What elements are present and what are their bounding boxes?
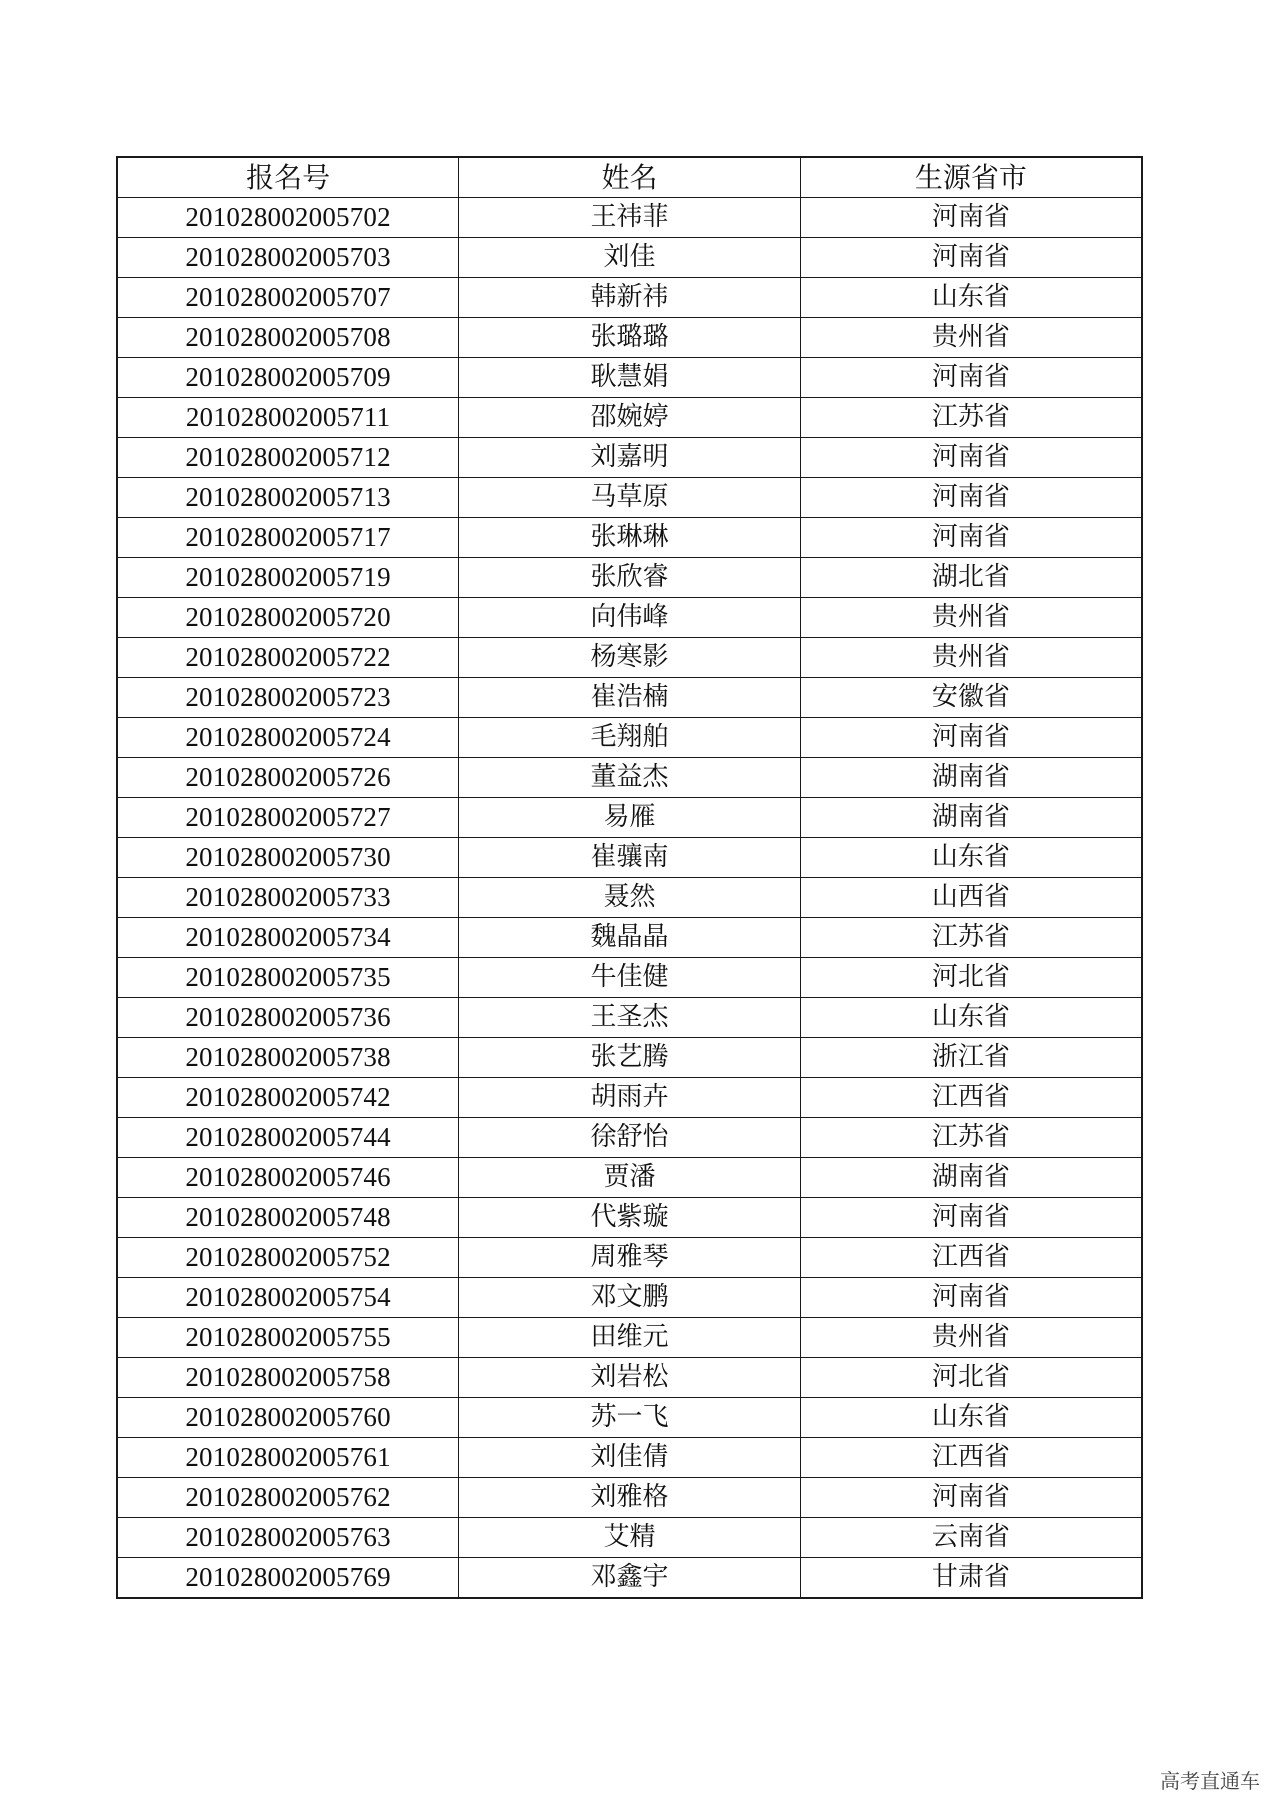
cell-registration-number: 201028002005712	[117, 438, 459, 478]
cell-origin-province: 山东省	[800, 1398, 1142, 1438]
table-row	[117, 1398, 1142, 1438]
cell-name: 崔浩楠	[459, 678, 801, 718]
cell-name: 刘佳倩	[459, 1438, 801, 1478]
table-row	[117, 518, 1142, 558]
cell-registration-number: 201028002005708	[117, 318, 459, 358]
cell-origin-province: 河南省	[800, 1198, 1142, 1238]
table-row	[117, 598, 1142, 638]
table-row	[117, 1238, 1142, 1278]
cell-name: 刘嘉明	[459, 438, 801, 478]
cell-name: 田维元	[459, 1318, 801, 1358]
cell-origin-province: 河北省	[800, 1358, 1142, 1398]
table-row	[117, 798, 1142, 838]
table-header-row	[117, 157, 1142, 198]
table-row	[117, 1478, 1142, 1518]
cell-name: 贾潘	[459, 1158, 801, 1198]
table-row	[117, 918, 1142, 958]
cell-origin-province: 江西省	[800, 1078, 1142, 1118]
cell-origin-province: 河南省	[800, 198, 1142, 238]
cell-name: 张欣睿	[459, 558, 801, 598]
cell-origin-province: 河南省	[800, 518, 1142, 558]
cell-name: 韩新祎	[459, 278, 801, 318]
cell-name: 易雁	[459, 798, 801, 838]
cell-origin-province: 河南省	[800, 1278, 1142, 1318]
cell-name: 耿慧娟	[459, 358, 801, 398]
cell-registration-number: 201028002005761	[117, 1438, 459, 1478]
cell-name: 张璐璐	[459, 318, 801, 358]
cell-origin-province: 江西省	[800, 1438, 1142, 1478]
cell-origin-province: 贵州省	[800, 318, 1142, 358]
cell-name: 杨寒影	[459, 638, 801, 678]
cell-registration-number: 201028002005702	[117, 198, 459, 238]
cell-name: 聂然	[459, 878, 801, 918]
table-row	[117, 398, 1142, 438]
cell-origin-province: 浙江省	[800, 1038, 1142, 1078]
cell-origin-province: 贵州省	[800, 1318, 1142, 1358]
cell-name: 周雅琴	[459, 1238, 801, 1278]
cell-origin-province: 河南省	[800, 438, 1142, 478]
cell-registration-number: 201028002005709	[117, 358, 459, 398]
cell-registration-number: 201028002005703	[117, 238, 459, 278]
cell-origin-province: 山东省	[800, 278, 1142, 318]
cell-origin-province: 贵州省	[800, 598, 1142, 638]
cell-origin-province: 安徽省	[800, 678, 1142, 718]
cell-registration-number: 201028002005738	[117, 1038, 459, 1078]
cell-name: 魏晶晶	[459, 918, 801, 958]
cell-name: 邓鑫宇	[459, 1558, 801, 1599]
table-row	[117, 678, 1142, 718]
cell-registration-number: 201028002005758	[117, 1358, 459, 1398]
cell-registration-number: 201028002005726	[117, 758, 459, 798]
cell-registration-number: 201028002005707	[117, 278, 459, 318]
cell-registration-number: 201028002005722	[117, 638, 459, 678]
table-row	[117, 1038, 1142, 1078]
roster-table	[116, 156, 1143, 1599]
cell-registration-number: 201028002005711	[117, 398, 459, 438]
cell-origin-province: 湖南省	[800, 798, 1142, 838]
cell-name: 牛佳健	[459, 958, 801, 998]
table-row	[117, 718, 1142, 758]
cell-registration-number: 201028002005746	[117, 1158, 459, 1198]
cell-origin-province: 河南省	[800, 1478, 1142, 1518]
table-body	[117, 198, 1142, 1599]
cell-origin-province: 河南省	[800, 718, 1142, 758]
cell-name: 崔骧南	[459, 838, 801, 878]
table-row	[117, 318, 1142, 358]
header-name: 姓名	[459, 157, 801, 198]
cell-registration-number: 201028002005720	[117, 598, 459, 638]
cell-registration-number: 201028002005719	[117, 558, 459, 598]
header-registration-number: 报名号	[117, 157, 459, 198]
cell-registration-number: 201028002005734	[117, 918, 459, 958]
cell-origin-province: 江苏省	[800, 1118, 1142, 1158]
cell-registration-number: 201028002005735	[117, 958, 459, 998]
cell-origin-province: 贵州省	[800, 638, 1142, 678]
table-row	[117, 198, 1142, 238]
cell-registration-number: 201028002005755	[117, 1318, 459, 1358]
table-row	[117, 838, 1142, 878]
cell-registration-number: 201028002005713	[117, 478, 459, 518]
cell-origin-province: 山东省	[800, 998, 1142, 1038]
cell-origin-province: 云南省	[800, 1518, 1142, 1558]
cell-name: 向伟峰	[459, 598, 801, 638]
table-row	[117, 1278, 1142, 1318]
table-row	[117, 758, 1142, 798]
cell-origin-province: 河北省	[800, 958, 1142, 998]
cell-registration-number: 201028002005762	[117, 1478, 459, 1518]
cell-origin-province: 河南省	[800, 238, 1142, 278]
cell-name: 邵婉婷	[459, 398, 801, 438]
cell-registration-number: 201028002005752	[117, 1238, 459, 1278]
cell-registration-number: 201028002005727	[117, 798, 459, 838]
cell-name: 刘雅格	[459, 1478, 801, 1518]
cell-registration-number: 201028002005730	[117, 838, 459, 878]
cell-name: 张琳琳	[459, 518, 801, 558]
table-row	[117, 878, 1142, 918]
cell-name: 毛翔舶	[459, 718, 801, 758]
cell-registration-number: 201028002005724	[117, 718, 459, 758]
cell-origin-province: 湖南省	[800, 758, 1142, 798]
cell-name: 艾精	[459, 1518, 801, 1558]
table-row	[117, 1358, 1142, 1398]
cell-origin-province: 河南省	[800, 478, 1142, 518]
table-row	[117, 1158, 1142, 1198]
cell-origin-province: 甘肃省	[800, 1558, 1142, 1599]
cell-registration-number: 201028002005723	[117, 678, 459, 718]
cell-registration-number: 201028002005717	[117, 518, 459, 558]
cell-name: 苏一飞	[459, 1398, 801, 1438]
cell-origin-province: 江苏省	[800, 918, 1142, 958]
table-row	[117, 1558, 1142, 1599]
table-row	[117, 1118, 1142, 1158]
table-row	[117, 1438, 1142, 1478]
cell-name: 胡雨卉	[459, 1078, 801, 1118]
cell-registration-number: 201028002005769	[117, 1558, 459, 1599]
cell-origin-province: 湖南省	[800, 1158, 1142, 1198]
table-row	[117, 558, 1142, 598]
table-row	[117, 478, 1142, 518]
cell-name: 王祎菲	[459, 198, 801, 238]
cell-name: 刘岩松	[459, 1358, 801, 1398]
header-origin-province: 生源省市	[800, 157, 1142, 198]
cell-origin-province: 湖北省	[800, 558, 1142, 598]
cell-registration-number: 201028002005733	[117, 878, 459, 918]
cell-origin-province: 江西省	[800, 1238, 1142, 1278]
cell-registration-number: 201028002005748	[117, 1198, 459, 1238]
cell-registration-number: 201028002005760	[117, 1398, 459, 1438]
cell-name: 刘佳	[459, 238, 801, 278]
table-row	[117, 358, 1142, 398]
cell-name: 代紫璇	[459, 1198, 801, 1238]
table-row	[117, 1078, 1142, 1118]
table-row	[117, 1318, 1142, 1358]
table-row	[117, 958, 1142, 998]
cell-registration-number: 201028002005763	[117, 1518, 459, 1558]
table-row	[117, 238, 1142, 278]
cell-name: 张艺腾	[459, 1038, 801, 1078]
table-row	[117, 278, 1142, 318]
cell-origin-province: 山东省	[800, 838, 1142, 878]
cell-origin-province: 江苏省	[800, 398, 1142, 438]
cell-registration-number: 201028002005736	[117, 998, 459, 1038]
watermark-text: 高考直通车	[1160, 1769, 1260, 1793]
cell-name: 马草原	[459, 478, 801, 518]
table-row	[117, 1198, 1142, 1238]
table-row	[117, 438, 1142, 478]
cell-name: 王圣杰	[459, 998, 801, 1038]
roster-table-container	[116, 156, 1143, 1599]
cell-name: 董益杰	[459, 758, 801, 798]
cell-name: 邓文鹏	[459, 1278, 801, 1318]
table-row	[117, 1518, 1142, 1558]
cell-registration-number: 201028002005754	[117, 1278, 459, 1318]
cell-origin-province: 河南省	[800, 358, 1142, 398]
cell-origin-province: 山西省	[800, 878, 1142, 918]
cell-name: 徐舒怡	[459, 1118, 801, 1158]
table-row	[117, 638, 1142, 678]
cell-registration-number: 201028002005742	[117, 1078, 459, 1118]
cell-registration-number: 201028002005744	[117, 1118, 459, 1158]
table-row	[117, 998, 1142, 1038]
